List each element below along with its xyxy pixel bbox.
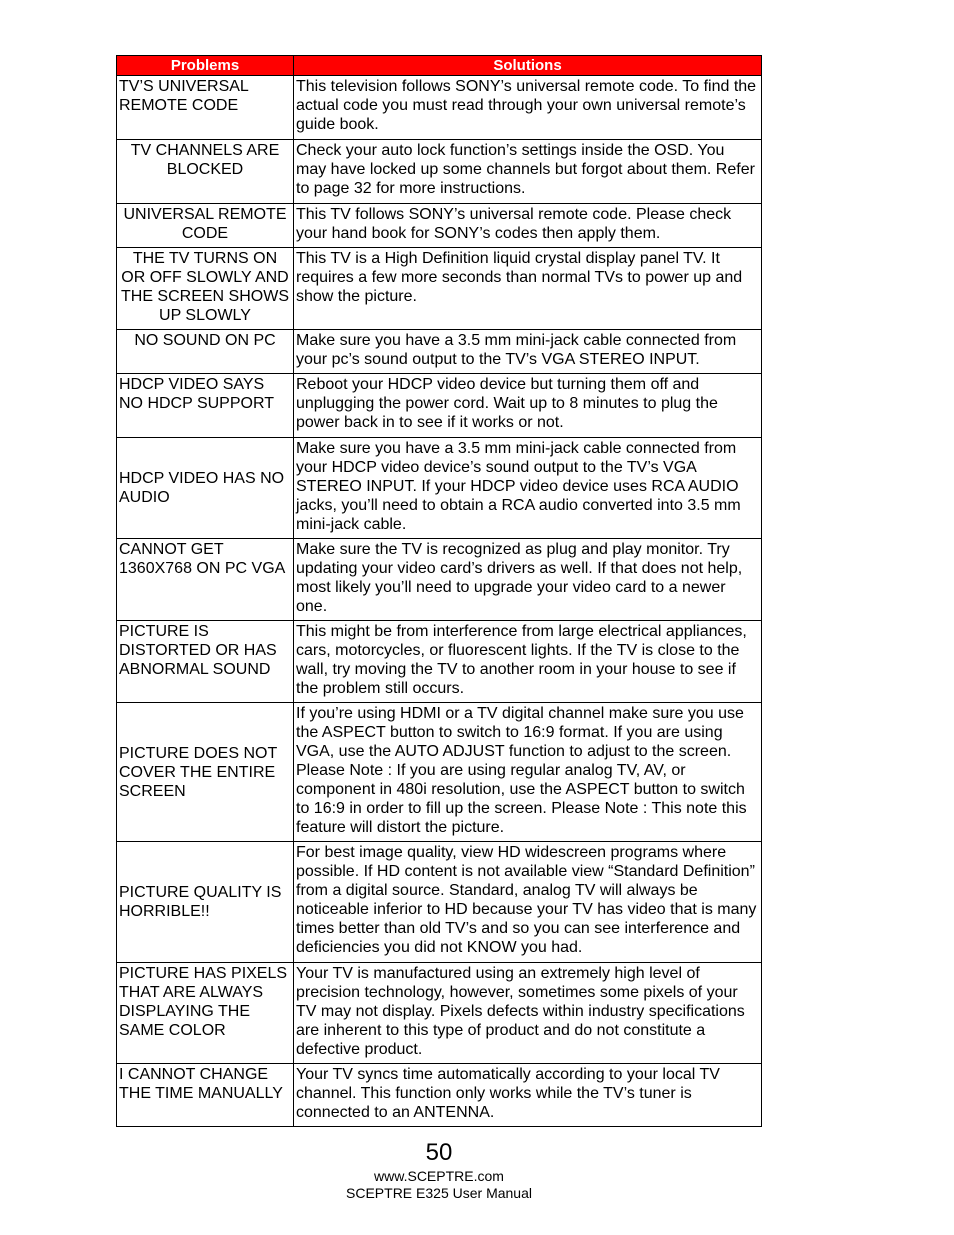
solution-cell: For best image quality, view HD widescreen programs where possible. If HD content is not available view “Standard Definition” from a digital source. Standard, analog TV will always be noticeable inferior to HD because your TV has video that is many times better than old TV’s and so you can see interference and deficiencies you did not KNOW you had. xyxy=(294,842,762,963)
table-row xyxy=(117,963,762,1064)
solution-cell: This TV follows SONY’s universal remote code. Please check your hand book for SONY’s codes then apply them. xyxy=(294,204,762,248)
solution-cell: This TV is a High Definition liquid crystal display panel TV. It requires a few more seconds than normal TVs to power up and show the picture. xyxy=(294,248,762,330)
problem-cell: PICTURE QUALITY IS HORRIBLE!! xyxy=(117,842,294,963)
solution-cell: Your TV is manufactured using an extremely high level of precision technology, however, sometimes some pixels of your TV may not display. Pixels defects within industry specifications are inherent to this type of product and do not constitute a defective product. xyxy=(294,963,762,1064)
header-problems: Problems xyxy=(117,56,294,76)
problem-cell: TV’S UNIVERSAL REMOTE CODE xyxy=(117,76,294,140)
table-row xyxy=(117,842,762,963)
table-row xyxy=(117,140,762,204)
troubleshooting-table-wrap xyxy=(116,55,761,1127)
problem-cell: TV CHANNELS ARE BLOCKED xyxy=(117,140,294,204)
table-row xyxy=(117,248,762,330)
problem-cell: CANNOT GET 1360X768 ON PC VGA xyxy=(117,539,294,621)
solution-cell: If you’re using HDMI or a TV digital channel make sure you use the ASPECT button to switch to 16:9 format. If you are using VGA, use the AUTO ADJUST function to adjust to the screen. Please Note : If you are using regular analog TV, AV, or component in 480i resolution, use the ASPECT button to switch to 16:9 in order to fill up the screen. Please Note : This note this feature will distort the picture. xyxy=(294,703,762,842)
solution-cell: Your TV syncs time automatically according to your local TV channel. This function only works while the TV’s tuner is connected to an ANTENNA. xyxy=(294,1064,762,1127)
problem-cell: HDCP VIDEO SAYS NO HDCP SUPPORT xyxy=(117,374,294,438)
table-header-row xyxy=(117,56,762,76)
solution-cell: This might be from interference from large electrical appliances, cars, motorcycles, or fluorescent lights. If the TV is close to the wall, try moving the TV to another room in your house to see if the problem still occurs. xyxy=(294,621,762,703)
problem-cell: HDCP VIDEO HAS NO AUDIO xyxy=(117,438,294,539)
table-row xyxy=(117,374,762,438)
table-row xyxy=(117,204,762,248)
problem-cell: PICTURE DOES NOT COVER THE ENTIRE SCREEN xyxy=(117,703,294,842)
manual-title: SCEPTRE E325 User Manual xyxy=(346,1185,532,1201)
table-row xyxy=(117,330,762,374)
page-number: 50 xyxy=(425,1139,453,1166)
table-row xyxy=(117,703,762,842)
header-solutions: Solutions xyxy=(294,56,762,76)
problem-cell: NO SOUND ON PC xyxy=(117,330,294,374)
solution-cell: Make sure the TV is recognized as plug and play monitor. Try updating your video card’s drivers as well. If that does not help, most likely you’ll need to upgrade your video card to a newer one. xyxy=(294,539,762,621)
troubleshooting-table xyxy=(116,55,762,1127)
solution-cell: Reboot your HDCP video device but turning them off and unplugging the power cord. Wait up to 8 minutes to plug the power back in to see if it works or not. xyxy=(294,374,762,438)
solution-cell: Make sure you have a 3.5 mm mini-jack cable connected from your pc’s sound output to the TV’s VGA STEREO INPUT. xyxy=(294,330,762,374)
website-text: www.SCEPTRE.com xyxy=(374,1168,504,1184)
table-row xyxy=(117,76,762,140)
problem-cell: I CANNOT CHANGE THE TIME MANUALLY xyxy=(117,1064,294,1127)
solution-cell: Make sure you have a 3.5 mm mini-jack cable connected from your HDCP video device’s sound output to the TV’s VGA STEREO INPUT. If your HDCP video device uses RCA AUDIO jacks, you’ll need to obtain a RCA audio converted into 3.5 mm mini-jack cable. xyxy=(294,438,762,539)
problem-cell: PICTURE HAS PIXELS THAT ARE ALWAYS DISPLAYING THE SAME COLOR xyxy=(117,963,294,1064)
table-row xyxy=(117,438,762,539)
table-row xyxy=(117,539,762,621)
solution-cell: Check your auto lock function’s settings inside the OSD. You may have locked up some channels but forgot about them. Refer to page 32 for more instructions. xyxy=(294,140,762,204)
table-row xyxy=(117,1064,762,1127)
problem-cell: THE TV TURNS ON OR OFF SLOWLY AND THE SCREEN SHOWS UP SLOWLY xyxy=(117,248,294,330)
solution-cell: This television follows SONY’s universal remote code. To find the actual code you must read through your own universal remote’s guide book. xyxy=(294,76,762,140)
table-row xyxy=(117,621,762,703)
problem-cell: UNIVERSAL REMOTE CODE xyxy=(117,204,294,248)
problem-cell: PICTURE IS DISTORTED OR HAS ABNORMAL SOUND xyxy=(117,621,294,703)
